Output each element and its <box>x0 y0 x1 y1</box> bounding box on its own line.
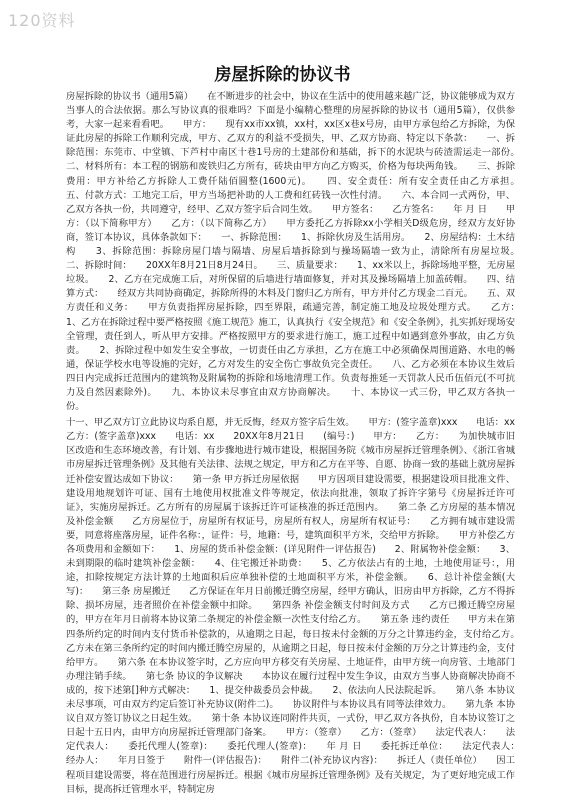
body-paragraph: 房屋拆除的协议书（通用5篇） 在不断进步的社会中，协议在生活中的使用越来越广泛，协议能够成为双方当事人的合法依据。那么写协议真的很难吗？下面是小编精心整理的房屋拆除的协议书（通用5篇），仅供参考，大家一起来看看吧。 甲方： 现有xx市xx镇，xx村，xx区x巷x号房，由甲方承包给乙方拆除，为保证此房屋的拆除工作顺利完成，甲方、乙双方的利益不受损失，甲、乙双方协商、特定以下条款： 一、拆除范围：东莞市、中堂镇、下芦村中南区十巷1号房的土建部份和基础，拆下的水泥块与砖渣需运走一部份。 二、材料所有：本工程的钢筋和废铁归乙方所有，砖块由甲方向乙方购买，价格为每块两角钱。 三、拆除费用：甲方补给乙方拆除人工费仟陆佰圆整(1600元)。 四、安全责任：所有安全责任由乙方承担。 五、付款方式：工地完工后，甲方当场把补助的人工费和红砖钱一次性付清。 六、本合同一式两份，甲、乙双方各执一份，共同遵守，经甲、乙双方签字后合同生效。 甲方签名： 乙方签名： 年 月 日 甲方：（以下简称甲方） 乙方：（以下简称乙方） 甲方委托乙方拆除xx小学相关D级危房，经双方友好协商，签订本协议，具体条款如下： 一、拆除范围： 1、拆除伙房及生活用房。 2、房屋结构：土木结构 3、拆除范围：拆除房屋门墙与隔墙、房屋后墙拆除到与操场隔墙一致为止，清除所有房屋垃圾。 二、拆除时间： 20XX年8月21日8月24日。 三、质量要求： 1、xx米以上，拆除场地平整，无房屋垃圾。 2、乙方在完成施工后，对所保留的后墙进行墙面修复，并对其及操场隔墙上加盖砖帽。 四、结算方式： 经双方共同协商确定，拆除所得的木料及门窗归乙方所有，甲方并付乙方现金二百元。 五、双方责任和义务： 甲方负责指挥房屋拆除，四至界限，疏通完善，制定施工地及垃圾处理方式。 乙方： 1、乙方在拆除过程中要严格按照《施工规范》施工，认真执行《安全规范》和《安全条例》，扎实抓好现场安全管理，责任到人，听从甲方安排。严格按照甲方的要求进行施工，施工过程中如遇到意外事故，由乙方负责。 2、拆除过程中如发生安全事故，一切责任由乙方承担，乙方在施工中必须确保周围道路、水电的畅通，保证学校水电等设施的完好，乙方对发生的安全伤亡事故负完全责任。 八、乙方必须在本协议生效后四日内完成拆迁范围内的建筑物及附属物的拆除和场地清理工作。负责每推延一天罚款人民币伍佰元(不可抗力及自然因素除外)。 九、本协议未尽事宜由双方协商解决。 十、本协议一式三份，甲乙双方各执一份。 <box>66 91 534 413</box>
document-body <box>66 90 534 795</box>
body-paragraph: 十一、甲乙双方订立此协议均系自愿，并无反悔，经双方签字后生效。 甲方：(签字盖章)xxx 电话：xx 乙方：(签字盖章)xxx 电话：xx 20XX年8月21日 (编号：) 甲方： 乙方： 为加快城市旧区改造和生态环境改善，有计划、有步骤地进行城市建设，根据国务院《城市房屋拆迁管理条例》、《浙江省城市房屋拆迁管理条例》及其他有关法律、法规之规定，甲方和乙方在平等、自愿、协商一致的基础上就房屋拆迁补偿安置达成如下协议： 第一条 甲方拆迁房屋依据 甲方因项目建设需要，根据建设项目批准文件、建设用地规划许可证、国有土地使用权批准文件等规定，依法向批准，领取了拆许字第号《房屋拆迁许可证》，实施房屋拆迁。乙方所有的房屋属于该拆迁许可证核准的拆迁范围内。 第二条 乙方房屋的基本情况及补偿金额 乙方房屋位于，房屋所有权证号，房屋所有权人，房屋所有权证号： 乙方拥有城市建设需要，同意将座落房屋，证件名称：，证件：号，地籍：号，建筑面积平方米，交给甲方拆除。 甲方补偿乙方各项费用和金额如下： 1、房屋的货币补偿金额：(详见附件一评估报告) 2、附属物补偿金额： 3、未到期限的临时建筑补偿金额： 4、住宅搬迁补助费： 5、乙方依法占有的土地，土地使用证号：，用途，扣除按规定方法计算的土地面积后应单独补偿的土地面积平方米，补偿金额。 6、总计补偿金额(大写)： 第三条 房屋搬迁 乙方保证在年月日前搬迁腾空房屋，经甲方确认，旧房由甲方拆除，乙方不得拆除、损坏房屋，违者照价在补偿金额中扣除。 第四条 补偿金额支付时间及方式 乙方已搬迁腾空房屋的，甲方在年月日前将本协议第二条规定的补偿金额一次性支付给乙方。 第五条 违约责任 甲方未在第四条所约定的时间内支付货币补偿款的，从逾期之日起，每日按未付金额的万分之计算违约金，支付给乙方。 乙方未在第三条所约定的时间内搬迁腾空房屋的，从逾期之日起，每日按未付金额的万分之计算违约金，支付给甲方。 第六条 在本协议签字时，乙方应向甲方移交有关房屋、土地证件，由甲方统一向房管、土地部门办理注销手续。 第七条 协议的争议解决 本协议在履行过程中发生争议，由双方当事人协商解决协商不成的，按下述第[]种方式解决： 1、提交仲裁委员会仲裁。 2、依法向人民法院起诉。 第八条 本协议未尽事项，可由双方约定后签订补充协议(附件二)。 协议附件与本协议具有同等法律效力。 第九条 本协议自双方签订协议之日起生效。 第十条 本协议连同附件共页，一式份，甲乙双方各执份，自本协议签订之日起十五日内，由甲方向房屋拆迁管理部门备案。 甲方：（签章） 乙方：（签章） 法定代表人： 法定代表人： 委托代理人(签章)： 委托代理人(签章)： 年 月 日 委托拆迁单位： 法定代表人： 经办人： 年月日签于 附件一(评估报告)： 附件二(补充协议内容)： 拆迁人（责任单位） 因工程项目建设需要，将在范围进行房屋拆迁。根据《城市房屋拆迁管理条例》及有关规定，为了更好地完成工作目标，提高拆迁管理水平，特制定房 <box>66 417 534 795</box>
document-title: 房屋拆除的协议书 <box>214 65 351 85</box>
watermark: 120资料 <box>8 11 76 30</box>
